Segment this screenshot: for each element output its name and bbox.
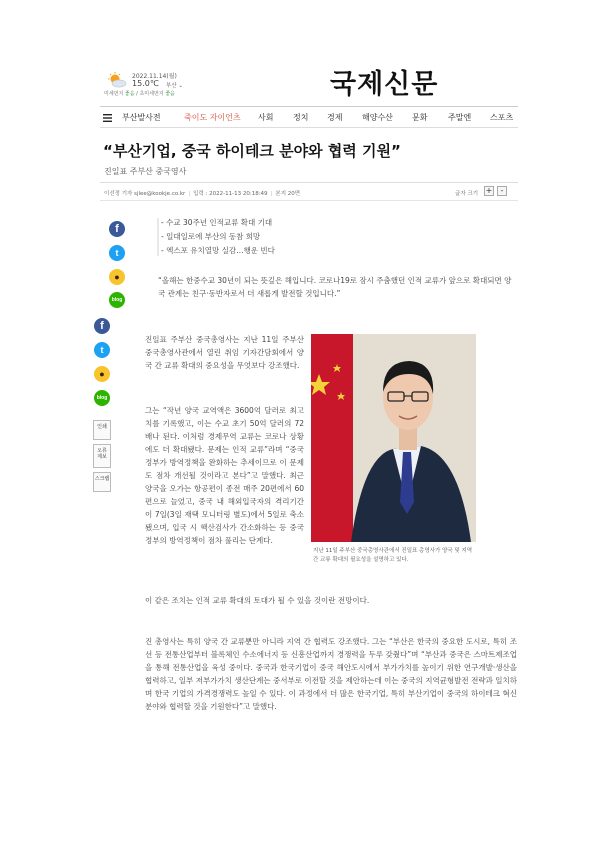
nav-item-sports[interactable]: 스포츠 (490, 113, 514, 122)
main-nav (100, 106, 518, 128)
facebook-share-icon[interactable]: f (94, 318, 110, 334)
article-meta: 이선정 기자 sjlee@kookje.co.kr | 입력 : 2022-11-13 20:18:49 | 본지 20면 (104, 191, 301, 197)
blog-share-icon[interactable]: blog (109, 292, 125, 308)
summary-accent-bar (157, 218, 159, 256)
blog-share-icon[interactable]: blog (94, 390, 110, 406)
nav-item-weekend[interactable]: 주말엔 (448, 113, 472, 122)
nav-item-society[interactable]: 사회 (258, 113, 274, 122)
body-paragraph: 진 총영사는 특히 양국 간 교류뿐만 아니라 지역 간 협력도 강조했다. 그는 “부산은 한국의 중요한 도시로, 특히 조선 등 전통산업부터 블록체인 수소에너지 등 신흥산업까지 경쟁력을 두루 갖췄다”며 “부산과 중국은 스마트제조업을 통해 전통산업을 육성 중이다. 중국과 한국기업이 중국 해안도시에서 부가가치를 높이기 위한 연구개발·생산을 협력하고, 일부 저부가가치 생산단계는 중서부로 이전할 것을 제안하는데 이는 중국의 지역균형발전 전략과 일치하며 한국 기업의 가격경쟁력도 높일 수 있다. 이 과정에서 더 많은 한국기업, 특히 부산기업이 중국의 하이테크 혁신 분야와 협력할 것을 기원한다”고 말했다. (145, 637, 517, 711)
nav-item-politics[interactable]: 정치 (293, 113, 309, 122)
summary-item: - 일대일로에 부산의 동참 희망 (161, 232, 261, 241)
font-size-label: 글자 크기 (455, 191, 479, 197)
newspaper-logo[interactable]: 국제신문 (330, 69, 439, 100)
sun-cloud-icon (107, 72, 127, 88)
body-paragraph: 이 같은 조치는 인적 교류 확대의 토대가 될 수 있을 것이란 전망이다. (145, 596, 370, 605)
twitter-share-icon[interactable]: t (94, 342, 110, 358)
kakaostory-share-icon[interactable]: ● (94, 366, 110, 382)
font-size-increase-button[interactable]: + (485, 186, 493, 195)
article-photo[interactable] (311, 334, 476, 542)
nav-item-culture[interactable]: 문화 (412, 113, 428, 122)
summary-item: - 엑스포 유치열망 실감…행운 빈다 (161, 246, 275, 255)
font-size-decrease-button[interactable]: - (497, 186, 507, 196)
consul-portrait-illustration (311, 334, 476, 542)
nav-item-maritime[interactable]: 해양수산 (362, 113, 393, 122)
kakaostory-share-icon[interactable]: ● (109, 269, 125, 285)
divider (100, 200, 518, 201)
lead-quote: “올해는 한중수교 30년이 되는 뜻깊은 해입니다. 코로나19로 잠시 주춤했던 인적 교류가 앞으로 확대되면 양국 관계는 친구·동반자로서 더 새롭게 발전할 것입니다.” (158, 276, 512, 298)
published-date: 입력 : 2022-11-13 20:18:49 (193, 191, 268, 197)
body-paragraph: 진일표 주부산 중국총영사는 지난 11일 주부산 중국총영사관에서 열린 취임 기자간담회에서 양국 간 교류 확대의 중요성을 무엇보다 강조했다. (145, 335, 304, 370)
air-quality: 미세먼지 좋음 / 초미세먼지 좋음 (104, 91, 175, 97)
article-headline: “부산기업, 중국 하이테크 분야와 협력 기원” (103, 142, 401, 160)
report-error-button[interactable]: 오류 제보 (93, 444, 111, 468)
article-subhead: 진일표 주부산 중국영사 (104, 167, 187, 176)
nav-item-economy[interactable]: 경제 (327, 113, 343, 122)
weather-temperature: 15.0℃ (132, 79, 159, 88)
summary-item: - 수교 30주년 인적교류 확대 기대 (161, 218, 273, 227)
twitter-share-icon[interactable]: t (109, 245, 125, 261)
scrap-button[interactable]: 스크랩 (93, 472, 111, 492)
print-section: 본지 20면 (275, 191, 301, 197)
weather-widget (104, 70, 214, 100)
facebook-share-icon[interactable]: f (109, 221, 125, 237)
divider (100, 182, 518, 183)
hamburger-menu-icon[interactable] (103, 114, 112, 122)
weather-region-select[interactable]: 부산 ⌄ (166, 83, 183, 89)
reporter-byline[interactable]: 이선정 기자 sjlee@kookje.co.kr (104, 191, 186, 197)
nav-item-busan-dictionary[interactable]: 부산발사전 (122, 113, 161, 122)
body-paragraph: 그는 “작년 양국 교역액은 3600억 달러로 최고치를 기록했고, 이는 수교 초기 50억 달러의 72배나 된다. 이처럼 경제무역 교류는 코로나 상황에도 더 확대됐다. 문제는 인적 교류”라며 “중국 정부가 방역정책을 완화하는 추세이므로 이 문제도 점차 개선될 것이라고 본다”고 말했다. 최근 양국을 오가는 항공편이 종전 매주 20편에서 60편으로 늘었고, 중국 내 해외입국자의 격리기간이 7일(3일 재택 모니터링 별도)에서 5일로 축소됐으며, 입국 시 핵산검사가 간소화하는 등 중국 정부의 방역정책이 점차 풀리는 단계다. (145, 406, 304, 545)
weather-date: 2022.11.14(월) (132, 73, 177, 80)
print-button[interactable]: 인쇄 (93, 420, 111, 440)
photo-caption: 지난 11일 주부산 중국총영사관에서 진일표 총영사가 양국 및 지역 간 교류 확대의 필요성을 설명하고 있다. (313, 548, 473, 563)
nav-item-giants[interactable]: 죽이도 자이언츠 (184, 113, 241, 122)
